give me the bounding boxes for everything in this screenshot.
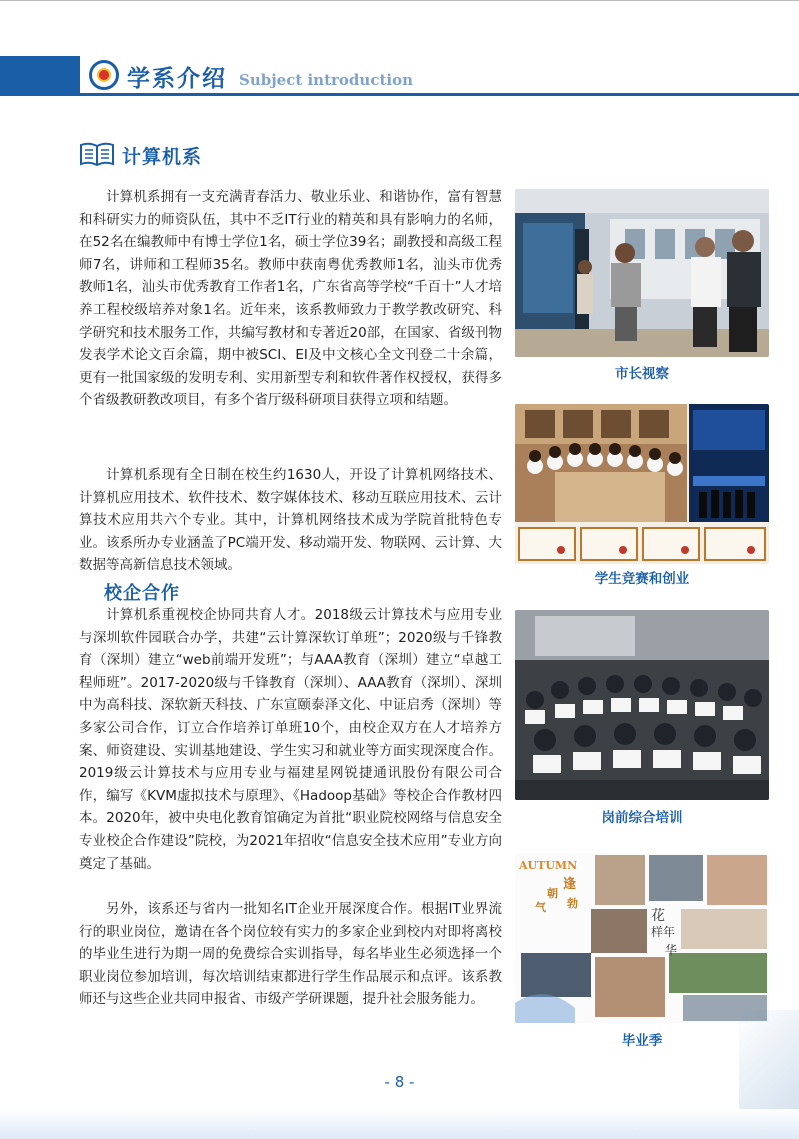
- page-header: [0, 56, 799, 96]
- paragraph-faculty: 计算机系拥有一支充满青春活力、敬业乐业、和谐协作，富有智慧和科研实力的师资队伍，其中不乏IT行业的精英和具有影响力的名师，在52名在编教师中有博士学位1名，硕士学位39名；副教授和高级工程师7名，讲师和工程师35名。教师中获南粤优秀教师1名，汕头市优秀教师1名，汕头市优秀教育工作者1名，广东省高等学校“千百十”人才培养工程校级培养对象1名。近年来，该系教师致力于教学教改研究、科学研究和技术服务工作，共编写教材和专著近20部，在国家、省级刊物发表学术论文百余篇，期中被SCI、EI及中文核心全文刊登二十余篇，更有一批国家级的发明专利、实用新型专利和软件著作权授权，获得多个省级教研教改项目，有多个省厅级科研项目获得立项和结题。: [79, 189, 502, 409]
- header-subtitle: Subject introduction: [239, 71, 413, 89]
- decorative-corner: [739, 1010, 799, 1110]
- photo-competition: [515, 404, 769, 564]
- collage-bo-text: 勃: [567, 897, 578, 910]
- page-number: - 8 -: [384, 1073, 415, 1091]
- school-logo-icon: [89, 60, 119, 90]
- collage-chao-text: 朝: [547, 887, 558, 900]
- open-book-icon: [79, 141, 115, 167]
- caption-competition: 学生竞赛和创业: [594, 571, 690, 587]
- collage-flower-text: 花: [651, 908, 665, 924]
- paragraph-students: 计算机系现有全日制在校生约1630人，开设了计算机网络技术、计算机应用技术、软件技术、数字媒体技术、移动互联应用技术、云计算技术应用共六个专业。其中，计算机网络技术成为学院首批特色专业。该系所办专业涵盖了PC端开发、移动端开发、物联网、云计算、大数据等高新信息技术领域。: [79, 467, 502, 574]
- photo-mayor-visit: [515, 189, 769, 357]
- caption-graduation: 毕业季: [621, 1033, 663, 1049]
- paragraph-enterprise: 另外，该系还与省内一批知名IT企业开展深度合作。根据IT业界流行的职业岗位，邀请在各个岗位较有实力的多家企业到校内对即将离校的毕业生进行为期一周的免费综合实训指导，每名毕业生必须选择一个职业岗位参加培训，每次培训结束都进行学生作品展示和点评。该系教师还与这些企业共同申报省、市级产学研课题，提升社会服务能力。: [79, 901, 502, 1008]
- collage-hua-text: 华: [665, 943, 678, 957]
- collage-autumn-text: AUTUMN: [519, 859, 578, 872]
- cooperation-subtitle: 校企合作: [104, 583, 180, 604]
- collage-feng-text: 逢: [563, 877, 577, 892]
- paragraph-cooperation: 计算机系重视校企协同共育人才。2018级云计算技术与应用专业与深圳软件园联合办学，共建“云计算深软订单班”；2020级与千锋教育（深圳）建立“web前端开发班”；与AAA教育（深圳）建立“卓越工程师班”。2017-2020级与千锋教育（深圳）、AAA教育（深圳）、深圳中为高科技、深软新天科技、广东宣颐泰泽文化、中证启秀（深圳）等多家公司合作，订立合作培养订单班10个，由校企双方在人才培养方案、师资建设、实训基地建设、学生实习和就业等方面实现深度合作。2019级云计算技术与应用专业与福建星网锐捷通讯股份有限公司合作，编写《KVM虚拟技术与原理》、《Hadoop基础》等校企合作教材四本。2020年，被中央电化教育馆确定为首批“职业院校网络与信息安全专业校企合作建设”院校，为2021年招收“信息安全技术应用”专业方向奠定了基础。: [79, 607, 502, 872]
- photo-training: [515, 610, 769, 800]
- header-accent-block: [0, 56, 80, 96]
- top-rule: [0, 0, 799, 1]
- header-underline: [80, 93, 799, 96]
- section-title: 计算机系: [122, 146, 203, 168]
- collage-qi-text: 气: [535, 901, 546, 914]
- header-title: 学系介绍: [127, 66, 227, 92]
- footer-band: [0, 1109, 799, 1139]
- photo-graduation-collage: [515, 853, 769, 1023]
- caption-training: 岗前综合培训: [601, 810, 683, 826]
- caption-mayor-visit: 市长视察: [615, 366, 669, 382]
- collage-year-text: 样年: [651, 925, 676, 939]
